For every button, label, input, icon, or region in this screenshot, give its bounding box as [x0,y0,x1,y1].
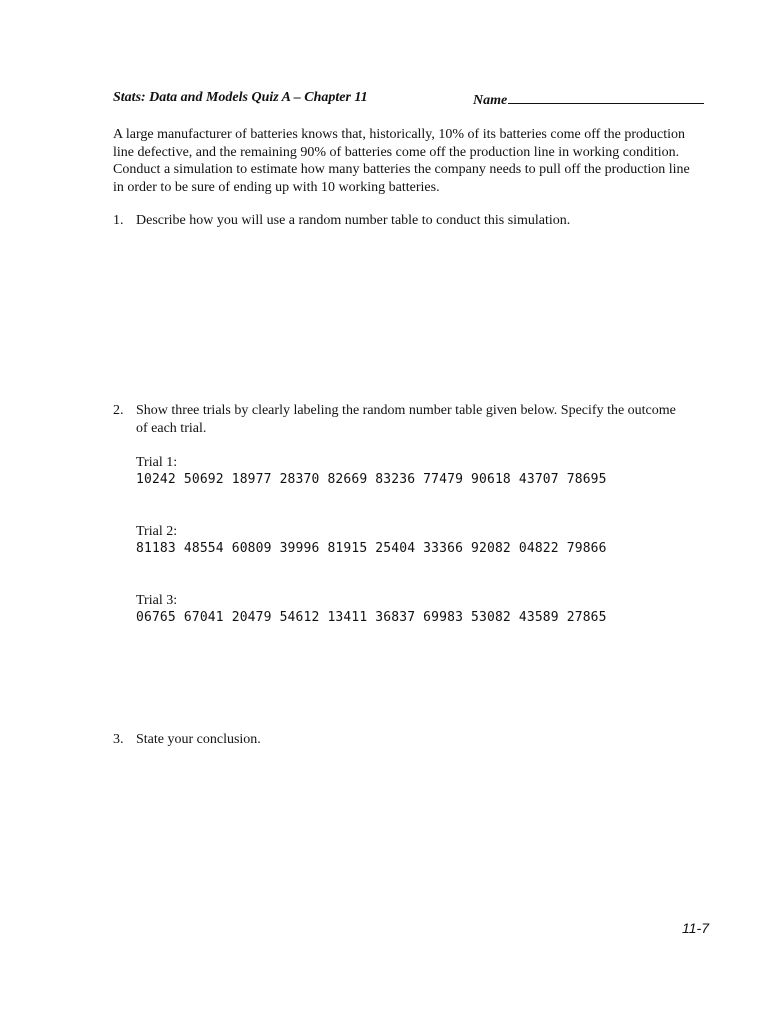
question-number: 1. [113,213,124,228]
question-text: Describe how you will use a random number table to conduct this simulation. [136,213,571,228]
quiz-header [113,90,713,110]
question-text: Show three trials by clearly labeling the random number table given below. Specify the outcome of each trial. [136,403,676,436]
question-number: 2. [113,403,124,418]
random-digits-row: 10242 50692 18977 28370 82669 83236 77479 90618 43707 78695 [136,472,607,487]
random-digits-row: 06765 67041 20479 54612 13411 36837 69983 53082 43589 27865 [136,610,607,625]
problem-statement: A large manufacturer of batteries knows that, historically, 10% of its batteries come off the production line defective, and the remaining 90% of batteries come off the production line in working condition. Conduct a simulation to estimate how many batteries the company needs to pull off the production line in order to be sure of ending up with 10 working batteries. [113,127,690,195]
trial-label: Trial 1: [136,455,178,470]
question-text: State your conclusion. [136,732,261,747]
trial-1 [136,454,607,488]
trial-2 [136,523,607,557]
trial-label: Trial 3: [136,593,178,608]
random-digits-row: 81183 48554 60809 39996 81915 25404 33366 92082 04822 79866 [136,541,607,556]
quiz-title: Stats: Data and Models Quiz A – Chapter 11 [113,90,368,105]
trial-3 [136,592,607,626]
name-blank-line [508,90,704,104]
trial-label: Trial 2: [136,524,178,539]
question-number: 3. [113,732,124,747]
page-number: 11-7 [682,920,709,936]
name-field [473,90,704,109]
name-label: Name [473,93,508,108]
